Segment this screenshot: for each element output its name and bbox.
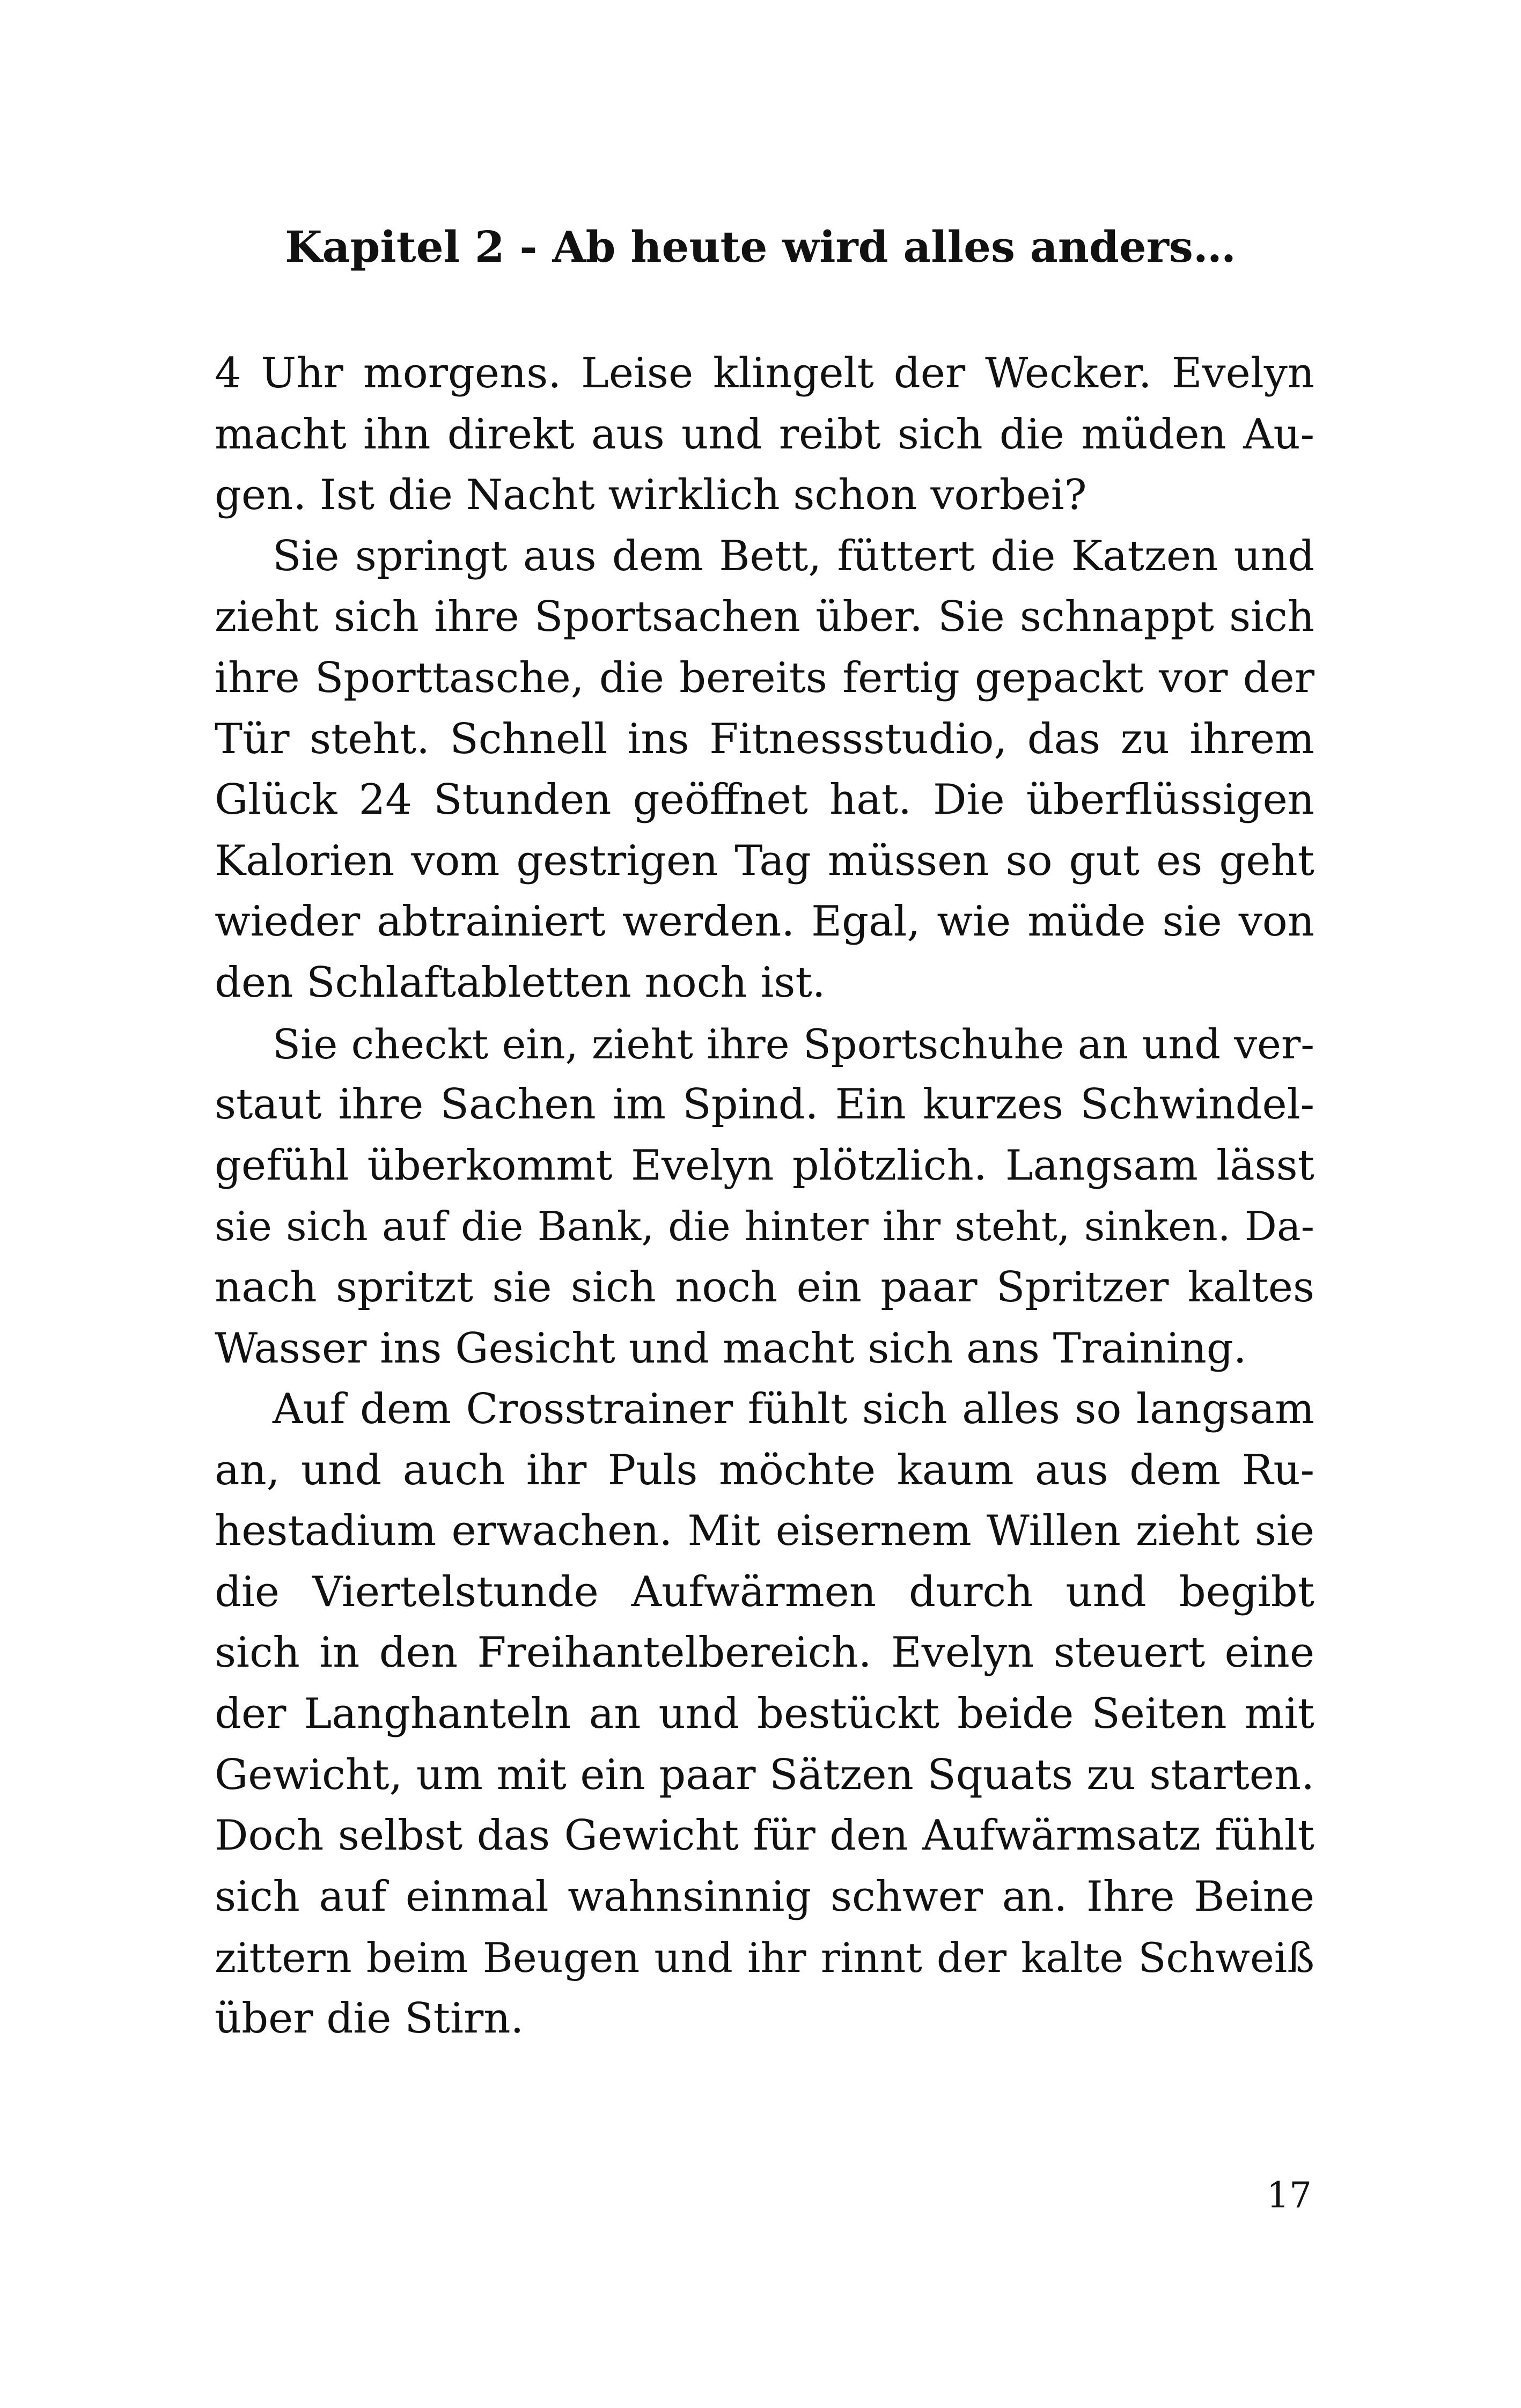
- text-line: ihre Sporttasche, die bereits fertig gepackt vor der: [215, 653, 1314, 702]
- text-line: Auf dem Crosstrainer fühlt sich alles so langsam: [273, 1385, 1314, 1434]
- text-line: Sie springt aus dem Bett, füttert die Katzen und: [273, 532, 1314, 580]
- text-line: zieht sich ihre Sportsachen über. Sie schnappt sich: [215, 593, 1314, 642]
- text-line: wieder abtrainiert werden. Egal, wie müde sie von: [215, 897, 1314, 946]
- text-line: die Viertelstunde Aufwärmen durch und begibt: [215, 1567, 1314, 1616]
- paragraph-2: [215, 526, 1314, 1014]
- chapter-title: Kapitel 2 - Ab heute wird alles anders…: [285, 222, 1236, 272]
- text-line: den Schlaftabletten noch ist.: [215, 958, 826, 1007]
- text-line: nach spritzt sie sich noch ein paar Spritzer kaltes: [215, 1263, 1314, 1312]
- text-line: an, und auch ihr Puls möchte kaum aus dem Ru-: [215, 1446, 1314, 1494]
- text-line: Doch selbst das Gewicht für den Aufwärmsatz fühlt: [215, 1811, 1314, 1860]
- text-line: der Langhanteln an und bestückt beide Seiten mit: [215, 1690, 1314, 1739]
- text-line: sich auf einmal wahnsinnig schwer an. Ihre Beine: [215, 1872, 1314, 1921]
- body-text: [215, 343, 1314, 2050]
- paragraph-3: [215, 1014, 1314, 1380]
- text-line: macht ihn direkt aus und reibt sich die müden Au-: [215, 410, 1314, 459]
- text-line: Sie checkt ein, zieht ihre Sportschuhe an und ver-: [273, 1020, 1314, 1068]
- text-line: 4 Uhr morgens. Leise klingelt der Wecker. Evelyn: [215, 349, 1314, 397]
- text-line: Glück 24 Stunden geöffnet hat. Die überflüssigen: [215, 776, 1314, 824]
- text-line: zittern beim Beugen und ihr rinnt der kalte Schweiß: [215, 1934, 1314, 1982]
- paragraph-1: [215, 343, 1314, 526]
- text-line: staut ihre Sachen im Spind. Ein kurzes Schwindel-: [215, 1080, 1314, 1129]
- paragraph-4: [215, 1379, 1314, 2050]
- text-line: Kalorien vom gestrigen Tag müssen so gut es geht: [215, 836, 1314, 885]
- text-line: sich in den Freihantelbereich. Evelyn steuert eine: [215, 1629, 1314, 1677]
- text-line: über die Stirn.: [215, 1994, 524, 2043]
- text-line: sie sich auf die Bank, die hinter ihr steht, sinken. Da-: [215, 1203, 1314, 1250]
- text-line: Wasser ins Gesicht und macht sich ans Training.: [215, 1324, 1247, 1373]
- text-line: gen. Ist die Nacht wirklich schon vorbei?: [215, 471, 1087, 520]
- text-line: Gewicht, um mit ein paar Sätzen Squats zu starten.: [215, 1750, 1314, 1799]
- text-line: hestadium erwachen. Mit eisernem Willen zieht sie: [215, 1507, 1314, 1556]
- page-number: 17: [1267, 2175, 1312, 2216]
- text-line: gefühl überkommt Evelyn plötzlich. Langsam lässt: [215, 1141, 1314, 1190]
- text-line: Tür steht. Schnell ins Fitnessstudio, das zu ihrem: [215, 715, 1314, 763]
